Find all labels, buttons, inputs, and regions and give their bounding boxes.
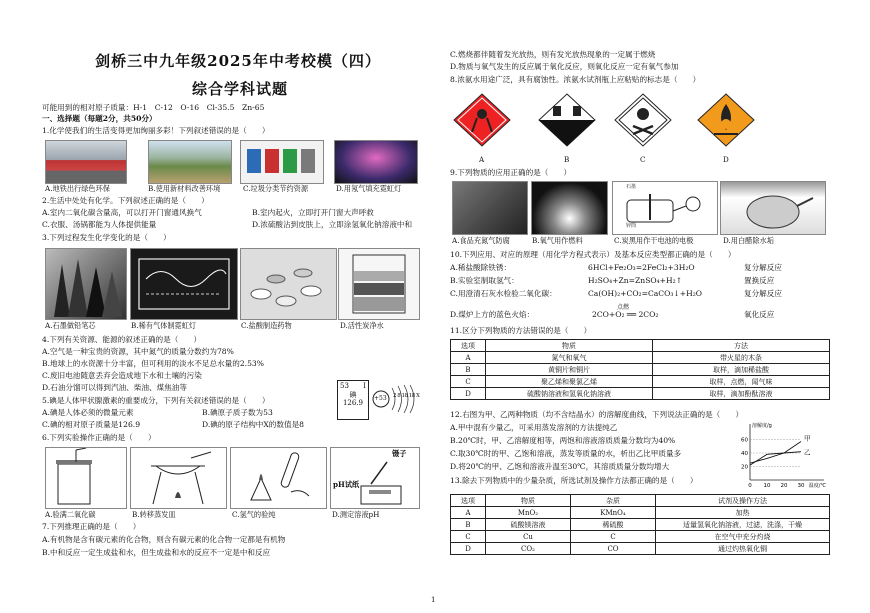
q11-cell: B [451,364,486,376]
q10-a-equation: 6HCl+Fe₂O₃=2FeCl₂+3H₂O [588,263,695,272]
q6-photo-b [130,447,227,509]
pencils-icon [46,249,126,319]
q4-option-d: D.石油分馏可以得到汽油、柴油、煤焦油等 [42,383,187,392]
q1-option-a: A.地铁出行绿色环保 [45,184,110,193]
exam-title: 剑桥三中九年级2025年中考校模（四） [95,52,381,70]
q11-header-substance: 物质 [486,340,653,352]
q1-photo-a [45,140,127,184]
q1-photo-c [240,140,324,184]
q8-stem: 8.浓氨水用途广泛，具有腐蚀性。浓氨水试剂瓶上应粘贴的标志是（ ） [450,75,701,84]
y-tick-label: 20 [741,464,748,471]
q13-cell: A [451,507,486,519]
q13-cell: 在空气中充分灼烧 [656,531,830,543]
q6-photo-d [330,447,420,509]
element-symbol: I [363,382,366,390]
q11-cell: D [451,388,486,400]
q5-option-d: D.碘的原子结构中X的数值是8 [202,420,304,429]
q10-b-type: 置换反应 [744,276,775,285]
q10-b-label: B.实验室制取氢气： [450,276,519,285]
q12-option-b: B.20℃时，甲、乙溶解度相等，两饱和溶液溶质质量分数均为40% [450,436,676,445]
kettle-icon [721,182,825,234]
q4-option-a: A.空气是一种宝贵的资源，其中氮气的质量分数约为78% [42,347,234,356]
q7-option-d: D.物质与氧气发生的反应属于氧化反应，则氧化反应一定有氧气参加 [450,62,679,71]
q4-option-c: C.废旧电池随意丢弃会造成地下水和土壤的污染 [42,371,202,380]
q13-stem: 13.除去下列物质中的少量杂质，所选试剂及操作方法都正确的是（ ） [450,476,698,485]
q13-cell: D [451,543,486,555]
atom-nucleus: +53 [374,395,387,402]
hazard-sign-a [452,92,512,148]
element-mass: 126.9 [342,399,364,407]
q13-cell: 通过灼热氧化铜 [656,543,830,555]
q9-option-a: A.食品充氮气防腐 [452,236,510,245]
q12-option-c: C.取30℃时的甲、乙饱和溶液，蒸发等质量的水，析出乙比甲质量多 [450,449,682,458]
q13-cell: C [451,531,486,543]
q2-option-b: B.室内起火，立即打开门窗大声呼救 [252,208,374,217]
q8-option-d: D [723,155,729,164]
q10-a-type: 复分解反应 [744,263,782,272]
q13-header-impurity: 杂质 [571,495,656,507]
q7-option-c: C.燃烧都伴随着发光放热，则有发光放热现象的一定属于燃烧 [450,50,656,59]
q10-c-equation: Ca(OH)₂+CO₂=CaCO₃↓+H₂O [588,289,702,298]
q1-stem: 1.化学使我们的生活变得更加绚丽多彩！下列叙述错误的是（ ） [42,126,270,135]
test-tube-icon [231,448,326,508]
q11-header-option: 选项 [451,340,486,352]
q10-c-label: C.用澄清石灰水检验二氧化碳： [450,289,557,298]
table-row [451,543,830,555]
pills-icon [241,249,336,319]
q12-stem: 12.右图为甲、乙两种物质（均不含结晶水）的溶解度曲线，下列说法正确的是（ ） [450,410,744,419]
q9-photo-b [531,181,608,235]
series-label: 甲 [804,434,811,443]
atomic-masses: 可能用到的相对原子质量：H-1 C-12 O-16 Cl-35.5 Zn-65 [42,103,265,112]
x-tick-label: 30 [797,483,805,489]
q3-photo-d [338,248,420,320]
graphite-label: 石墨 [626,184,637,190]
series-label: 乙 [804,448,811,457]
x-axis-label: 温度/℃ [808,483,826,489]
q9-stem: 9.下列物质的应用正确的是（ ） [450,168,572,177]
subject-title: 综合学科试题 [191,80,288,98]
q6-option-c: C.氢气的验纯 [232,510,276,519]
q13-cell: MnO₂ [486,507,571,519]
q13-cell: 稀硫酸 [571,519,656,531]
q5-option-c: C.碘的相对原子质量是126.9 [42,420,141,429]
q10-b-equation: H₂SO₄+Zn=ZnSO₄+H₂↑ [588,276,683,285]
zinc-label: 锌筒 [626,223,637,229]
q5-option-b: B.碘原子质子数为53 [202,408,273,417]
q10-d-type: 氧化反应 [744,310,775,319]
q11-cell: 黄铜片和铜片 [486,364,653,376]
q9-option-d: D.用白醋除水垢 [723,236,774,245]
q11-cell: 取样，滴加稀盐酸 [653,364,830,376]
q3-photo-a [45,248,127,320]
q8-option-c: C [640,155,646,164]
y-axis-label: 溶解度/g [752,423,772,429]
q11-cell: 取样，点燃，闻气味 [653,376,830,388]
q1-option-d: D.用氖气填充霓虹灯 [336,184,402,193]
q7-option-a: A.有机物是含有碳元素的化合物，则含有碳元素的化合物一定都是有机物 [42,535,286,544]
iodine-element-cell [337,380,369,420]
table-row [451,364,830,376]
recycle-bins-icon [241,141,323,183]
q10-a-label: A.稀盐酸除铁锈： [450,263,512,272]
hazard-sign-d [696,92,756,148]
q3-option-b: B.稀有气体制霓虹灯 [131,321,197,330]
q10-c-type: 复分解反应 [744,289,782,298]
q13-cell: B [451,519,486,531]
q11-cell: 聚乙烯和聚氯乙烯 [486,376,653,388]
q6-option-b: B.转移蒸发皿 [132,510,176,519]
q4-stem: 4.下列有关资源、能源的叙述正确的是（ ） [42,335,202,344]
q12-option-d: D.将20℃的甲、乙饱和溶液升温至30℃，其溶质质量分数均增大 [450,462,670,471]
q2-option-c: C.衣服、汤锅都能为人体提供能量 [42,220,157,229]
q7-stem: 7.下列推理正确的是（ ） [42,522,141,531]
q2-option-d: D.浓硫酸沾到皮肤上，立即涂氢氧化钠溶液中和 [252,220,413,229]
q5-stem: 5.碘是人体甲状腺激素的重要成分，下列有关叙述错误的是（ ） [42,396,270,405]
q3-stem: 3.下列过程发生化学变化的是（ ） [42,233,171,242]
q11-cell: 硫酸钠溶液和氢氧化钠溶液 [486,388,653,400]
q6-photo-c [230,447,327,509]
q10-d-condition: 点燃 [617,304,630,311]
q13-cell: KMnO₄ [571,507,656,519]
table-row [451,376,830,388]
q3-option-a: A.石墨做铅笔芯 [45,321,96,330]
element-name: 碘 [349,391,357,399]
q4-option-b: B.地球上的水资源十分丰富，但可利用的淡水不足总水量的2.53% [42,359,264,368]
table-row [451,352,830,364]
q1-option-b: B.使用新材料改善环境 [148,184,221,193]
table-row [451,507,830,519]
q11-header-method: 方法 [653,340,830,352]
q3-photo-b [130,248,238,320]
x-tick-label: 0 [748,483,752,489]
neon-sign-icon [131,249,237,319]
q1-option-c: C.垃圾分类节约资源 [243,184,309,193]
q13-cell: 硫酸镁溶液 [486,519,571,531]
q13-cell: 加热 [656,507,830,519]
water-filter-icon [339,249,419,319]
q8-option-a: A [479,155,485,164]
q6-option-d: D.测定溶液pH [332,510,380,519]
q13-cell: Cu [486,531,571,543]
q2-stem: 2.生活中处处有化学。下列叙述正确的是（ ） [42,196,209,205]
q11-cell: 带火星的木条 [653,352,830,364]
y-tick-label: 60 [741,437,748,444]
tweezers-label: 镊子 [392,449,407,458]
q9-option-c: C.炭黑用作干电池的电极 [614,236,694,245]
q11-table [450,339,830,400]
gas-jar-icon [46,448,126,508]
q13-cell: C [571,531,656,543]
q10-stem: 10.下列应用、对应的原理（用化学方程式表示）及基本反应类型都正确的是（ ） [450,250,736,259]
q11-cell: 氮气和氧气 [486,352,653,364]
q13-cell: 适量氢氧化钠溶液，过滤，洗涤，干燥 [656,519,830,531]
evaporating-dish-icon [131,448,226,508]
hazard-sign-b [537,92,597,148]
atom-shells: 2 8 18 18 X [393,393,420,399]
q12-option-a: A.甲中混有少量乙，可采用蒸发溶剂的方法提纯乙 [450,423,618,432]
q11-cell: C [451,376,486,388]
q13-header-substance: 物质 [486,495,571,507]
q11-stem: 11.区分下列物质的方法错误的是（ ） [450,326,592,335]
ph-paper-label: pH试纸 [333,480,360,489]
table-row [451,519,830,531]
q8-option-b: B [564,155,570,164]
q6-stem: 6.下列实验操作正确的是（ ） [42,433,156,442]
hazard-sign-c [613,92,673,148]
q7-option-b: B.中和反应一定生成盐和水，但生成盐和水的反应不一定是中和反应 [42,548,271,557]
q2-option-a: A.室内二氧化碳含量高，可以打开门窗通风换气 [42,208,202,217]
q9-photo-d [720,181,826,235]
q3-photo-c [240,248,337,320]
page-number: 1 [431,596,436,604]
q10-d-equation: 2CO+O₂ ══ 2CO₂ [592,310,659,319]
q3-option-c: C.盐酸制造药物 [241,321,292,330]
table-row [451,531,830,543]
q9-photo-a [452,181,528,235]
q5-option-a: A.碘是人体必须的微量元素 [42,408,134,417]
table-row [451,388,830,400]
x-tick-label: 20 [780,483,788,489]
q13-cell: CO [571,543,656,555]
q6-option-a: A.验满二氧化碳 [45,510,96,519]
q10-d-label: D.煤炉上方的蓝色火焰： [450,310,535,319]
q13-cell: CO₂ [486,543,571,555]
q11-cell: A [451,352,486,364]
q6-photo-a [45,447,127,509]
solubility-chart [732,420,828,494]
q9-option-b: B.氧气用作燃料 [532,236,583,245]
q13-header-option: 选项 [451,495,486,507]
x-tick-label: 10 [763,483,771,489]
q1-photo-d [334,140,418,184]
y-tick-label: 40 [741,451,748,457]
element-number: 53 [340,382,349,390]
q13-header-method: 试剂及操作方法 [656,495,830,507]
section-heading: 一、选择题（每题2分，共50分） [42,114,157,123]
series-line-2 [750,452,801,466]
q11-cell: 取样，滴加酚酞溶液 [653,388,830,400]
q3-option-d: D.活性炭净水 [340,321,384,330]
q13-table [450,494,830,555]
q1-photo-b [148,140,232,184]
